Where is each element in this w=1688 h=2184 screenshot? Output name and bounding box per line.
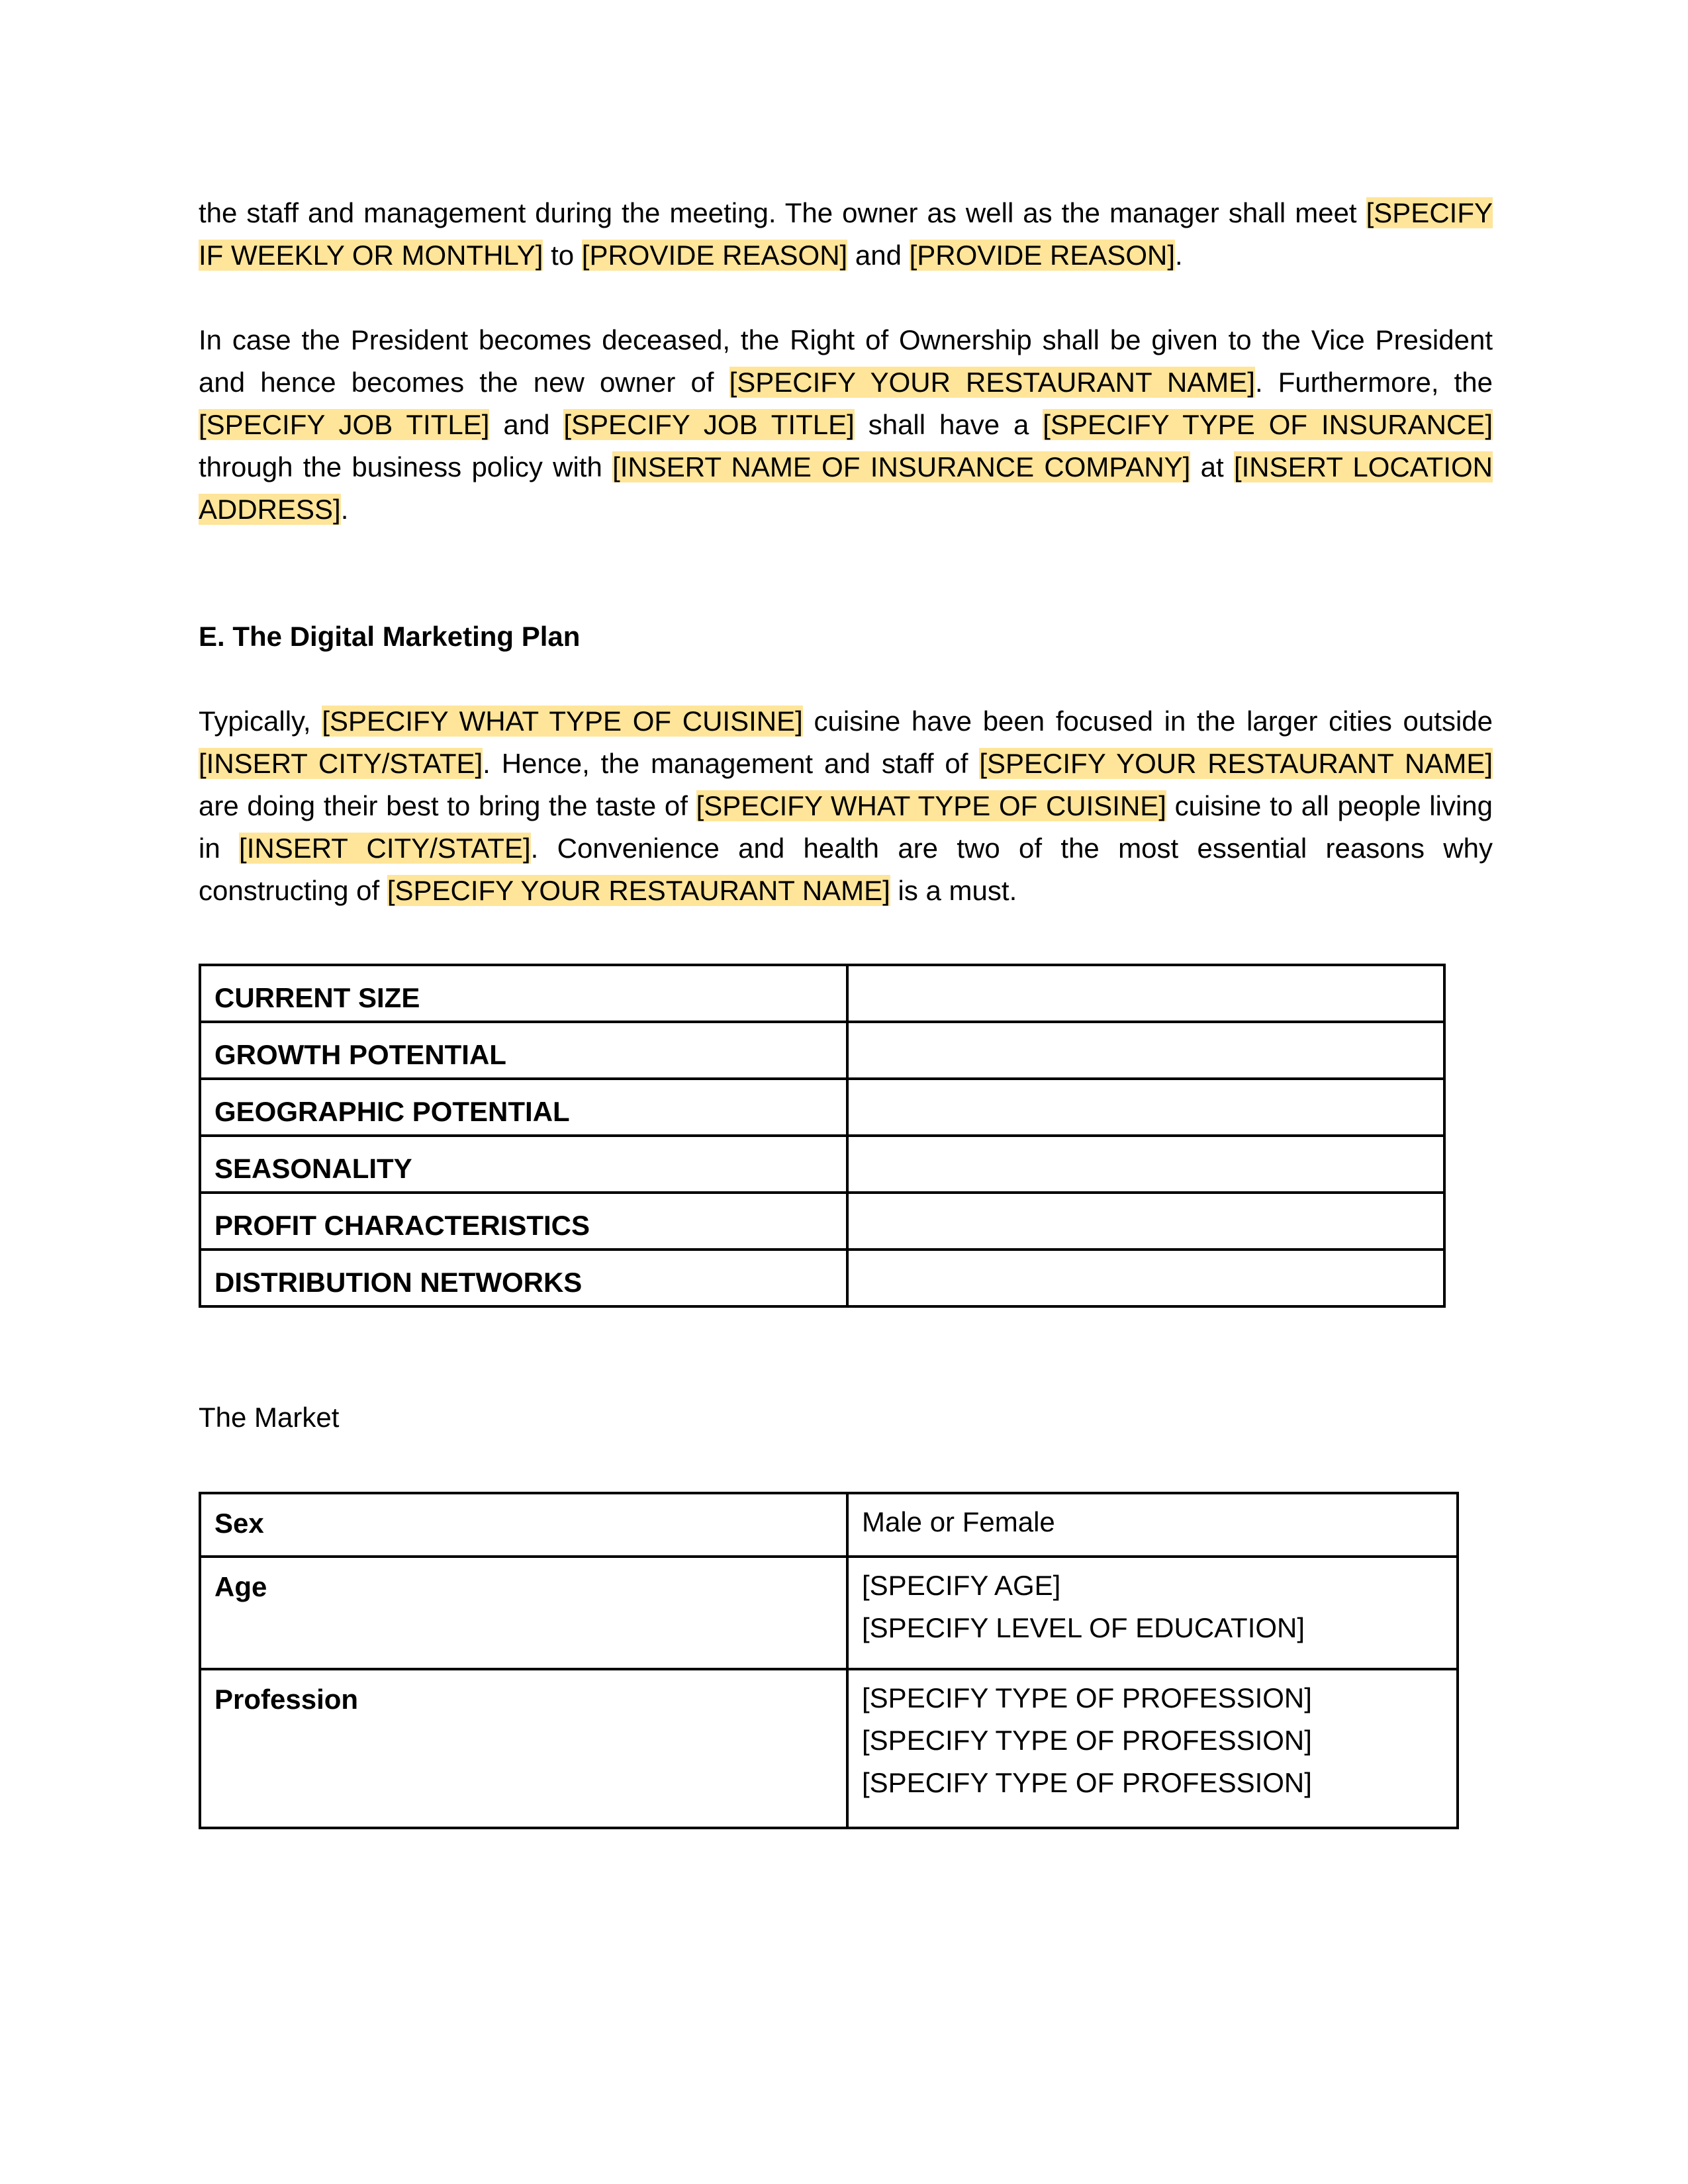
row-value <box>847 965 1444 1022</box>
text: the staff and management during the meeting. The owner as well as the manager shall meet <box>199 197 1366 228</box>
row-value <box>847 1557 1458 1669</box>
placeholder-highlight: [INSERT NAME OF INSURANCE COMPANY] <box>612 451 1191 482</box>
row-label: Profession <box>200 1669 847 1828</box>
text: . <box>1175 240 1183 271</box>
text: is a must. <box>890 875 1017 906</box>
value-line: Male or Female <box>862 1506 1055 1537</box>
placeholder-highlight: [INSERT LOCATION ADDRESS] <box>199 451 1493 525</box>
text: . <box>340 494 349 525</box>
row-value <box>847 1136 1444 1193</box>
market-characteristics-table <box>199 964 1446 1308</box>
value-line: [SPECIFY TYPE OF PROFESSION] <box>862 1682 1312 1713</box>
section-heading: E. The Digital Marketing Plan <box>199 621 581 652</box>
row-label: Age <box>200 1557 847 1669</box>
text: and <box>847 240 910 271</box>
row-value <box>847 1669 1458 1828</box>
text: shall have a <box>854 409 1043 440</box>
placeholder-highlight: [SPECIFY IF WEEKLY OR MONTHLY] <box>199 197 1493 271</box>
row-value <box>847 1250 1444 1306</box>
table-row <box>200 965 1444 1022</box>
text: cuisine to all people living in <box>199 790 1493 864</box>
value-line: [SPECIFY AGE] <box>862 1570 1061 1601</box>
row-label: GEOGRAPHIC POTENTIAL <box>200 1079 847 1136</box>
row-value <box>847 1022 1444 1079</box>
paragraph-marketing <box>199 700 1493 912</box>
value-line: [SPECIFY TYPE OF PROFESSION] <box>862 1767 1312 1798</box>
paragraph-ownership <box>199 319 1493 531</box>
value-line: [SPECIFY TYPE OF PROFESSION] <box>862 1725 1312 1756</box>
table-row <box>200 1136 1444 1193</box>
table-row <box>200 1193 1444 1250</box>
value-line: [SPECIFY LEVEL OF EDUCATION] <box>862 1612 1305 1643</box>
placeholder-highlight: [INSERT CITY/STATE] <box>199 748 483 779</box>
placeholder-highlight: [PROVIDE REASON] <box>909 240 1176 271</box>
row-label: GROWTH POTENTIAL <box>200 1022 847 1079</box>
market-label: The Market <box>199 1402 340 1433</box>
row-value <box>847 1493 1458 1557</box>
table-row <box>200 1079 1444 1136</box>
text: . Furthermore, the <box>1254 367 1493 398</box>
placeholder-highlight: [SPECIFY JOB TITLE] <box>563 409 855 440</box>
placeholder-highlight: [SPECIFY JOB TITLE] <box>199 409 490 440</box>
text: through the business policy with <box>199 451 613 482</box>
placeholder-highlight: [INSERT CITY/STATE] <box>239 833 531 864</box>
table-row <box>200 1557 1458 1669</box>
text: . Hence, the management and staff of <box>483 748 980 779</box>
row-label: CURRENT SIZE <box>200 965 847 1022</box>
placeholder-highlight: [SPECIFY YOUR RESTAURANT NAME] <box>729 367 1255 398</box>
row-label: DISTRIBUTION NETWORKS <box>200 1250 847 1306</box>
placeholder-highlight: [SPECIFY TYPE OF INSURANCE] <box>1043 409 1493 440</box>
row-value <box>847 1079 1444 1136</box>
table-row <box>200 1669 1458 1828</box>
table-row <box>200 1250 1444 1306</box>
text: Typically, <box>199 705 322 737</box>
placeholder-highlight: [SPECIFY YOUR RESTAURANT NAME] <box>387 875 890 906</box>
placeholder-highlight: [SPECIFY WHAT TYPE OF CUISINE] <box>696 790 1166 821</box>
paragraph-meeting <box>199 192 1493 277</box>
demographics-table <box>199 1492 1459 1829</box>
text: are doing their best to bring the taste of <box>199 790 696 821</box>
placeholder-highlight: [SPECIFY YOUR RESTAURANT NAME] <box>979 748 1493 779</box>
text: at <box>1190 451 1234 482</box>
row-label: Sex <box>200 1493 847 1557</box>
table-row <box>200 1022 1444 1079</box>
text: to <box>543 240 582 271</box>
text: and <box>489 409 564 440</box>
document-page <box>199 192 1493 1829</box>
row-label: SEASONALITY <box>200 1136 847 1193</box>
placeholder-highlight: [PROVIDE REASON] <box>581 240 848 271</box>
text: cuisine have been focused in the larger cities outside <box>802 705 1493 737</box>
table-row <box>200 1493 1458 1557</box>
row-value <box>847 1193 1444 1250</box>
text: . Convenience and health are two of the most essential reasons why constructing of <box>199 833 1493 906</box>
placeholder-highlight: [SPECIFY WHAT TYPE OF CUISINE] <box>322 705 803 737</box>
text: In case the President becomes deceased, the Right of Ownership shall be given to the Vice President and hence becomes the new owner of <box>199 324 1493 398</box>
row-label: PROFIT CHARACTERISTICS <box>200 1193 847 1250</box>
